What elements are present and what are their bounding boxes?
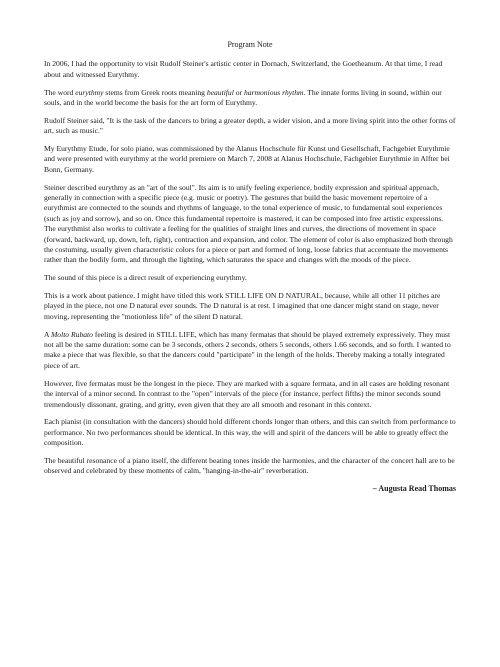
paragraph-text: This is a work about patience. I might have titled this work STILL LIFE ON D NATURAL, because, while all other 11 pitches are played in the piece, not one D natural ever sounds. The D natural is at rest. I imagined that one dancer might stand on stage, never moving, representing the "motionless life" of the silent D natural. — [44, 291, 441, 321]
paragraph-text: The word — [44, 87, 76, 97]
paragraph-text: However, five fermatas must be the longest in the piece. They are marked with a square fermata, and in all cases are holding resonant the interval of a minor second. In contrast to the "open" intervals of the piece (for instance, perfect fifths) the minor seconds sound tremendously dissonant, grating, and gritty, even given that they are all smooth and resonant in this context. — [44, 378, 450, 409]
paragraph — [44, 379, 456, 410]
paragraph — [44, 116, 456, 137]
paragraph — [44, 417, 456, 448]
paragraph — [44, 330, 456, 372]
italic-text: beautiful — [206, 87, 234, 97]
paragraph-text: or — [233, 87, 244, 97]
page-title: Program Note — [227, 40, 273, 49]
paragraph-text: Each pianist (in consultation with the dancers) should hold different chords longer than others, and this can switch from performance to performance. No two performances should be identical. In this way, the will and spirit of the dancers will be able to greatly effect the composition. — [44, 417, 456, 448]
paragraph — [44, 88, 456, 109]
italic-text: harmonious rhythm — [243, 87, 304, 97]
body-text — [44, 59, 456, 476]
paragraph — [44, 291, 456, 322]
paragraph — [44, 456, 456, 477]
paragraph-text: Steiner described eurythmy as an "art of the soul". Its aim is to unify feeling experience, bodily expression and spiritual approach, generally in connection with a specific piece (e.g. music or poetry). The gestures that build the basic movement repertoire of a eurythmist are connected to the sounds and rhythms of language, to the tonal experience of music, to fundamental soul experiences (such as joy and sorrow), and so on. Once this fundamental repertoire is mastered, it can be composed into free artistic expressions. The eurythmist also works to cultivate a feeling for the qualities of straight lines and curves, the directions of movement in space (forward, backward, up, down, left, right), contraction and expansion, and color. The element of color is also emphasized both through the costuming, usually given characteristic colors for a piece or part and formed of long, loose fabrics that accentuate the movements rather than the bodily form, and through the lighting, which saturates the space and changes with the moods of the piece. — [44, 182, 453, 265]
paragraph — [44, 183, 456, 266]
paragraph-text: stems from Greek roots meaning — [103, 87, 207, 97]
paragraph-text: The beautiful resonance of a piano itself, the different beating tones inside the harmonies, and the character of the concert hall are to be observed and celebrated by these moments of calm, "hanging-in-the-air" reverberation. — [44, 455, 455, 476]
paragraph-text: A — [44, 329, 51, 339]
paragraph-text: feeling is desired in STILL LIFE, which has many fermatas that should be played extremely expressively. They must not all be the same duration: some can be 3 seconds, others 2 seconds, others 5 seconds, others 1.66 seconds, and so forth. I wanted to make a piece that was flexible, so that the dancers could "participate" in the length of the holds. Thereby making a totally integrated piece of art. — [44, 329, 451, 370]
italic-text: eurythmy — [75, 87, 104, 97]
paragraph-text: The sound of this piece is a direct result of experiencing eurythmy. — [44, 273, 247, 283]
paragraph — [44, 59, 456, 80]
paragraph-text: My Eurythmy Etude, for solo piano, was commissioned by the Alanus Hochschule für Kunst und Gesellschaft, Fachgebiet Eurythmie and were presented with eurythmy at the world premiere on March 7, 2008 at Alanus Hochschule, Fachgebiet Eurythmie in Alfter bei Bonn, Germany. — [44, 144, 450, 174]
italic-text: Molto Rubato — [50, 329, 93, 339]
paragraph — [44, 144, 456, 175]
paragraph-text: In 2006, I had the opportunity to visit Rudolf Steiner's artistic center in Dornach, Switzerland, the Goetheanum. At that time, I read about and witnessed Eurythmy. — [44, 59, 443, 79]
paragraph — [44, 273, 456, 283]
paragraph-text: . The innate forms living in sound, within our souls, and in the world become the basis for the art form of Eurythmy. — [44, 87, 442, 108]
paragraph-text: Rudolf Steiner said, "It is the task of the dancers to bring a greater depth, a wider vision, and a more living spirit into the other forms of art, such as music." — [44, 115, 456, 136]
author-signature: – Augusta Read Thomas — [372, 484, 456, 494]
